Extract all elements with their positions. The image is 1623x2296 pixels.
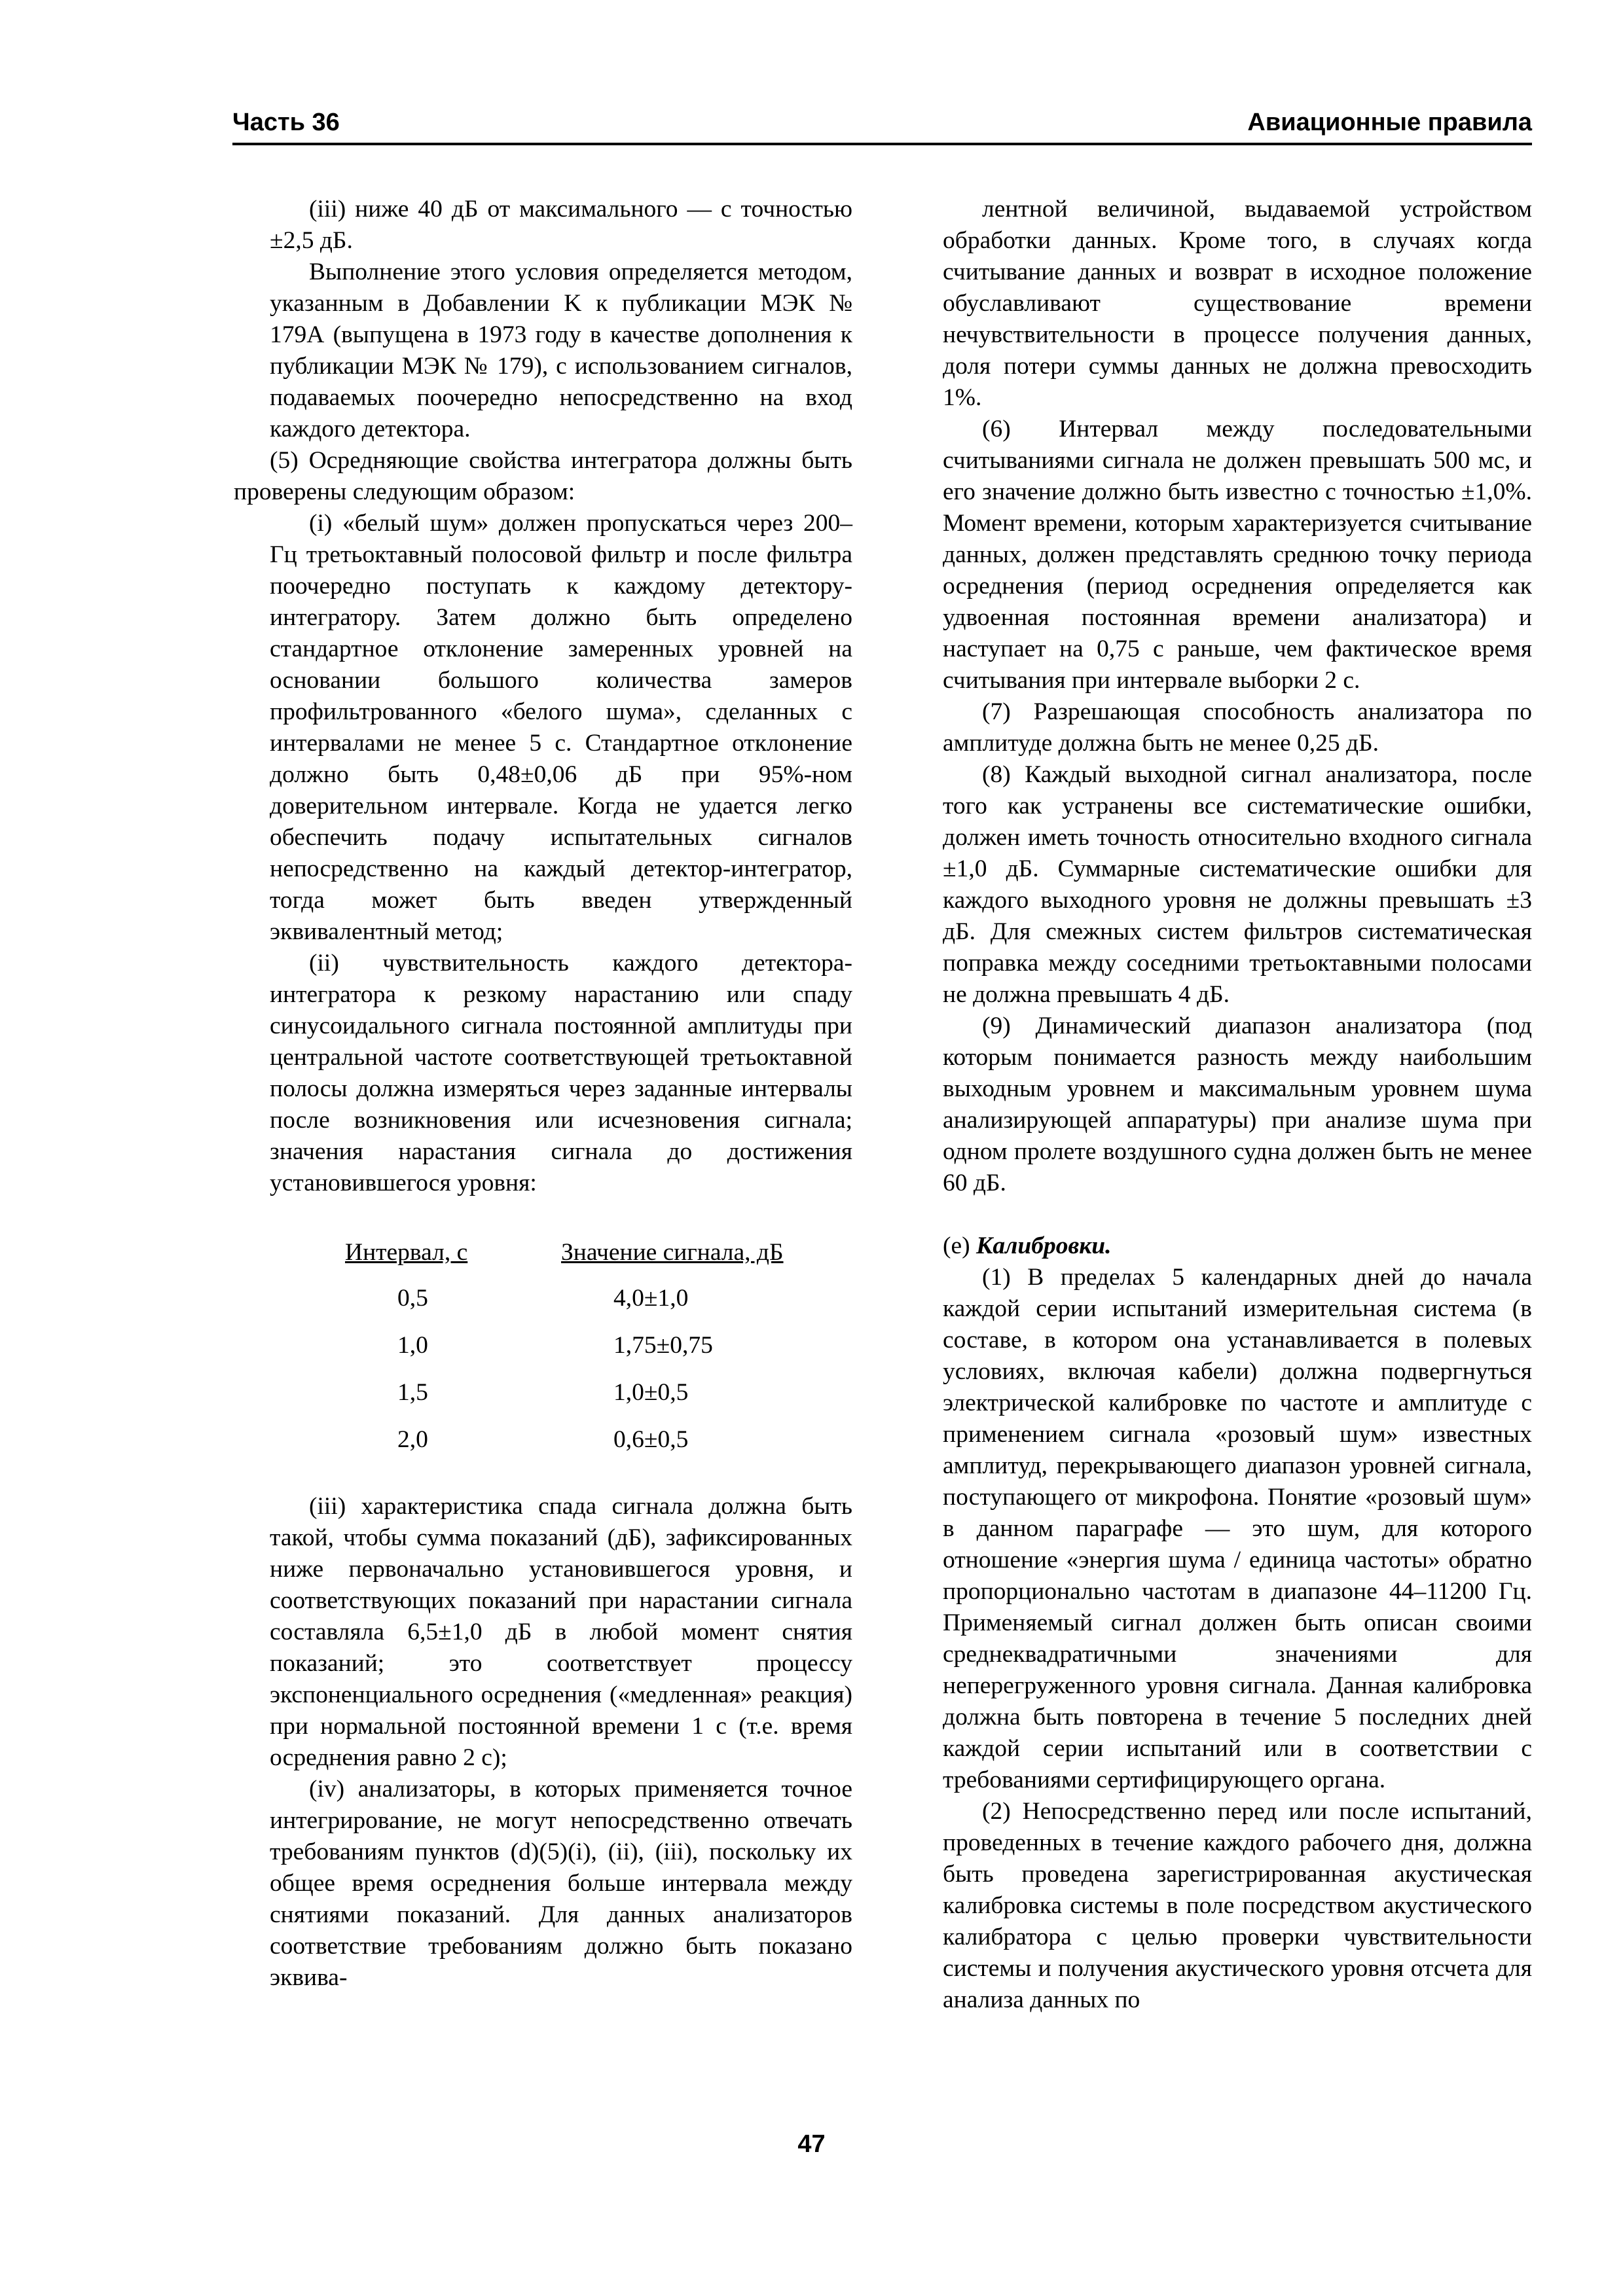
header-part-label: Часть 36 — [232, 109, 340, 136]
table-cell: 1,0±0,5 — [613, 1379, 689, 1406]
paragraph: (iii) характеристика спада сигнала должна быть такой, чтобы сумма показаний (дБ), зафиксированных ниже первоначально установившегося уровня, и соответствующих показаний при нарастании сигнала составляла 6,5±1,0 дБ в любой момент снятия показаний; это соответствует процессу экспоненциального осреднения («медленная» реакция) при нормальной постоянной времени 1 с (т.е. время осреднения равно 2 с); — [270, 1493, 852, 1771]
table-cell: 4,0±1,0 — [613, 1285, 689, 1312]
section-title: Калибровки. — [976, 1232, 1112, 1259]
page-header — [232, 109, 1532, 145]
paragraph: лентной величиной, выдаваемой устройством обработки данных. Кроме того, в случаях когда считывание данных и возврат в исходное положение обуславливают существование времени нечувствительности в процессе получения данных, доля потери суммы данных не должна превосходить 1%. — [943, 196, 1532, 411]
table-header-interval: Интервал, с — [345, 1239, 468, 1266]
table-row — [345, 1323, 784, 1371]
paragraph: (iv) анализаторы, в которых применяется точное интегрирование, не могут непосредственно отвечать требованиям пунктов (d)(5)(i), (ii), (iii), поскольку их общее время осреднения больше интервала между снятиями показаний. Для данных анализаторов соответствие требованиям должно быть показано эквива- — [270, 1776, 852, 1991]
table-cell: 1,0 — [397, 1332, 428, 1359]
table-row — [345, 1276, 784, 1323]
section-label: (e) — [943, 1232, 970, 1259]
table-cell: 0,5 — [397, 1285, 428, 1312]
paragraph: (9) Динамический диапазон анализатора (под которым понимается разность между наибольшим выходным уровнем и максимальным уровнем шума анализирующей аппаратуры) при анализе шума при одном пролете воздушного судна должен быть не менее 60 дБ. — [943, 1013, 1532, 1196]
section-heading — [907, 1230, 1532, 1262]
paragraph: (ii) чувствительность каждого детектора-интегратора к резкому нарастанию или спаду синусоидального сигнала постоянной амплитуды при центральной частоте соответствующей третьоктавной полосы должна измеряться через заданные интервалы после возникновения или исчезновения сигнала; значения нарастания сигнала до достижения установившегося уровня: — [270, 950, 852, 1196]
table-cell: 1,5 — [397, 1379, 428, 1406]
paragraph: (i) «белый шум» должен пропускаться через 200–Гц третьоктавный полосовой фильтр и после фильтра поочередно поступать к каждому детектору-интегратору. Затем должно быть определено стандартное отклонение замеренных уровней на основании большого количества замеров профильтрованного «белого шума», сделанных с интервалами не менее 5 с. Стандартное отклонение должно быть 0,48±0,06 дБ при 95%-ном доверительном интервале. Когда не удается легко обеспечить подачу испытательных сигналов непосредственно на каждый детектор-интегратор, тогда может быть введен утвержденный эквивалентный метод; — [270, 510, 852, 945]
table-cell: 0,6±0,5 — [613, 1426, 689, 1453]
left-column — [234, 194, 852, 1994]
table-row — [345, 1418, 784, 1465]
signal-rise-table — [345, 1237, 784, 1465]
right-column — [943, 194, 1532, 2016]
page-number: 47 — [797, 2130, 826, 2158]
paragraph: (2) Непосредственно перед или после испытаний, проведенных в течение каждого рабочего дня, должна быть проведена зарегистрированная акустическая калибровка системы в поле посредством акустического калибратора с целью проверки чувствительности системы и получения акустического уровня отсчета для анализа данных по — [943, 1798, 1532, 2013]
header-document-title: Авиационные правила — [1247, 109, 1532, 136]
table-row — [345, 1371, 784, 1418]
paragraph: (7) Разрешающая способность анализатора по амплитуде должна быть не менее 0,25 дБ. — [943, 698, 1532, 757]
table-cell: 2,0 — [397, 1426, 428, 1453]
paragraph: Выполнение этого условия определяется методом, указанным в Добавлении K к публикации МЭК № 179А (выпущена в 1973 году в качестве дополнения к публикации МЭК № 179), с использованием сигналов, подаваемых поочередно непосредственно на вход каждого детектора. — [270, 259, 852, 442]
paragraph: (5) Осредняющие свойства интегратора должны быть проверены следующим образом: — [234, 447, 852, 505]
table-header-signal-value: Значение сигнала, дБ — [561, 1239, 784, 1266]
paragraph: (iii) ниже 40 дБ от максимального — с точностью ±2,5 дБ. — [270, 196, 852, 254]
paragraph: (1) В пределах 5 календарных дней до начала каждой серии испытаний измерительная система (в составе, в котором она устанавливается в полевых условиях, включая кабели) должна подвергнуться электрической калибровке по частоте и амплитуде с применением сигнала «розовый шум» известных амплитуд, перекрывающего диапазон уровней сигнала, поступающего от микрофона. Понятие «розовый шум» в данном параграфе — это шум, для которого отношение «энергия шума / единица частоты» обратно пропорционально частотам в диапазоне 44–11200 Гц. Применяемый сигнал должен быть описан своими среднеквадратичными значениями для неперегруженного уровня сигнала. Данная калибровка должна быть повторена в течение 5 последних дней каждой серии испытаний или в соответствии с требованиями сертифицирующего органа. — [943, 1264, 1532, 1793]
table-cell: 1,75±0,75 — [613, 1332, 713, 1359]
paragraph: (6) Интервал между последовательными считываниями сигнала не должен превышать 500 мс, и его значение должно быть известно с точностью ±1,0%. Момент времени, которым характеризуется считывание данных, должен представлять среднюю точку периода осреднения (период осреднения определяется как удвоенная постоянная времени анализатора) и наступает на 0,75 с раньше, чем фактическое время считывания при интервале выборки 2 с. — [943, 416, 1532, 694]
paragraph: (8) Каждый выходной сигнал анализатора, после того как устранены все систематические ошибки, должен иметь точность относительно входного сигнала ±1,0 дБ. Суммарные систематические ошибки для каждого выходного уровня не должны превышать ±3 дБ. Для смежных систем фильтров систематическая поправка между соседними третьоктавными полосами не должна превышать 4 дБ. — [943, 761, 1532, 1008]
